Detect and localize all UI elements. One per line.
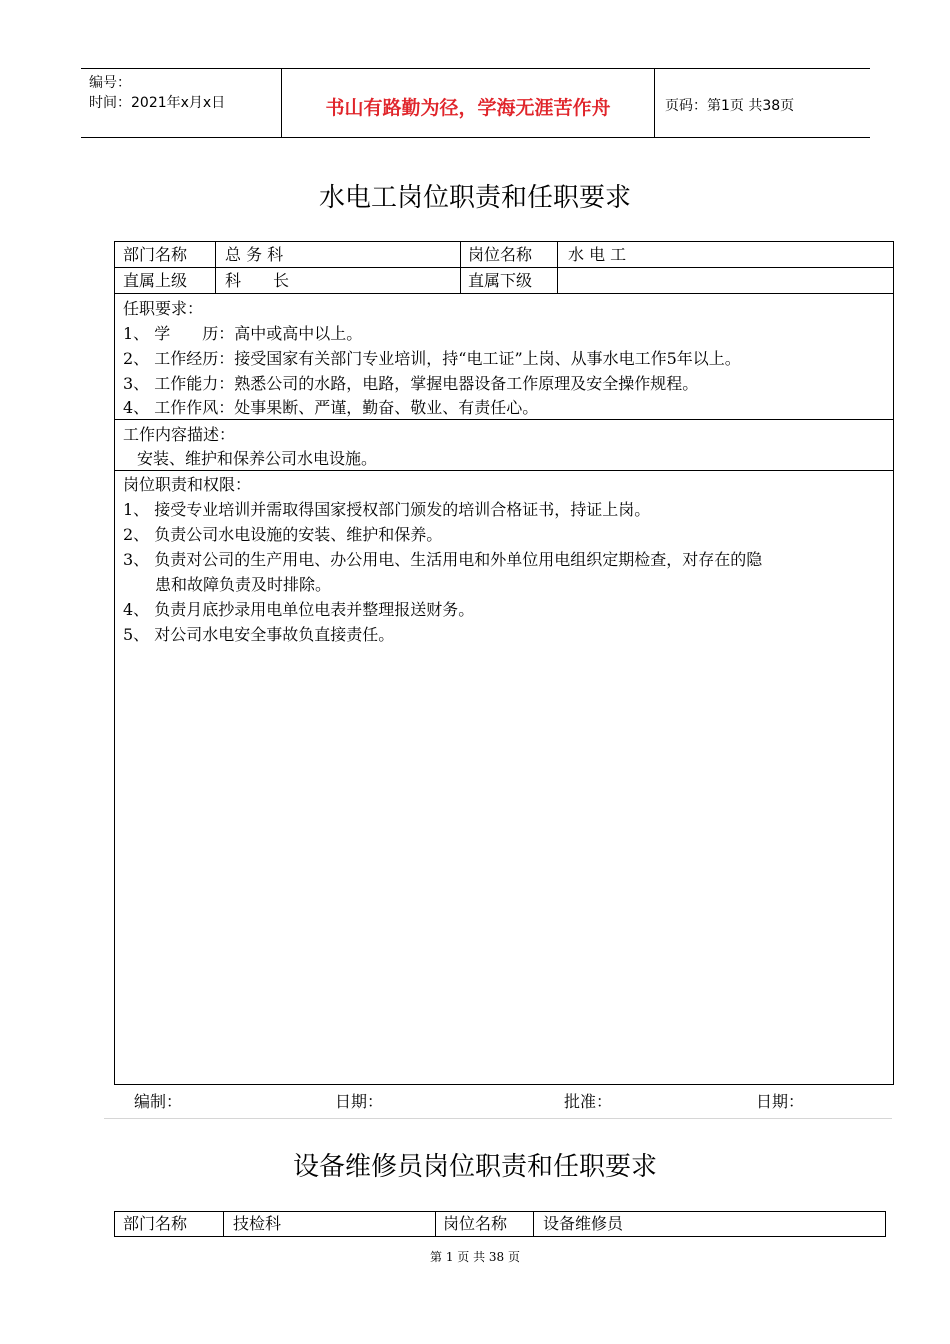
requirement-item: 4、 工作作风：处事果断、严谨，勤奋、敬业、有责任心。: [123, 398, 539, 417]
requirement-item: 2、 工作经历：接受国家有关部门专业培训，持“电工证”上岗、从事水电工作5年以上。: [123, 349, 741, 368]
col-divider: [557, 242, 558, 293]
post-label: 岗位名称: [468, 245, 533, 264]
description-text: 安装、维护和保养公司水电设施。: [137, 449, 378, 468]
requirements-heading: 任职要求：: [123, 299, 204, 318]
date-label: 时间：2021年x月x日: [89, 95, 226, 111]
col-divider: [223, 1212, 224, 1236]
date-label-1: 日期：: [335, 1092, 384, 1111]
header-motto-cell: [282, 69, 655, 137]
duty-item: 4、 负责月底抄录用电单位电表并整理报送财务。: [123, 600, 475, 619]
duty-item: 2、 负责公司水电设施的安装、维护和保养。: [123, 525, 443, 544]
duties-heading: 岗位职责和权限：: [123, 475, 252, 494]
subordinate-label: 直属下级: [468, 271, 533, 290]
col-divider: [215, 242, 216, 293]
header-page-cell: [655, 69, 870, 137]
job-table-2: [114, 1211, 886, 1237]
requirement-item: 1、 学 历：高中或高中以上。: [123, 324, 363, 343]
post-label: 岗位名称: [443, 1214, 508, 1233]
page-separator: [104, 1118, 892, 1119]
motto-text: 书山有路勤为径，学海无涯苦作舟: [325, 97, 611, 119]
page-header: [81, 68, 870, 138]
dept-label: 部门名称: [123, 245, 188, 264]
duty-item: 3、 负责对公司的生产用电、办公用电、生活用电和外单位用电组织定期检查，对存在的隐: [123, 550, 763, 569]
dept-label: 部门名称: [123, 1214, 188, 1233]
requirement-item: 3、 工作能力：熟悉公司的水路，电路，掌握电器设备工作原理及安全操作规程。: [123, 374, 699, 393]
document-title: 水电工岗位职责和任职要求: [318, 183, 631, 213]
dept-value: 总 务 科: [225, 245, 284, 264]
duty-item-continued: 患和故障负责及时排除。: [123, 575, 332, 594]
header-meta: [81, 69, 282, 137]
post-value: 设备维修员: [543, 1214, 624, 1233]
col-divider: [533, 1212, 534, 1236]
dept-value: 技检科: [233, 1214, 282, 1233]
row-divider: [115, 293, 893, 294]
col-divider: [435, 1212, 436, 1236]
description-heading: 工作内容描述：: [123, 425, 236, 444]
number-label: 编号：: [89, 75, 131, 91]
prepared-by-label: 编制：: [134, 1092, 183, 1111]
job-table: [114, 241, 894, 1085]
document-title-2: 设备维修员岗位职责和任职要求: [292, 1152, 657, 1182]
superior-label: 直属上级: [123, 271, 188, 290]
page-info: 页码：第1页 共38页: [665, 98, 795, 114]
page-footer: 第 1 页 共 38 页: [430, 1250, 520, 1264]
row-divider: [115, 267, 893, 268]
duty-item: 1、 接受专业培训并需取得国家授权部门颁发的培训合格证书，持证上岗。: [123, 500, 651, 519]
post-value: 水 电 工: [568, 245, 627, 264]
duty-item: 5、 对公司水电安全事故负直接责任。: [123, 625, 395, 644]
approved-by-label: 批准：: [564, 1092, 613, 1111]
date-label-2: 日期：: [756, 1092, 805, 1111]
superior-value: 科 长: [225, 271, 290, 290]
col-divider: [460, 242, 461, 293]
